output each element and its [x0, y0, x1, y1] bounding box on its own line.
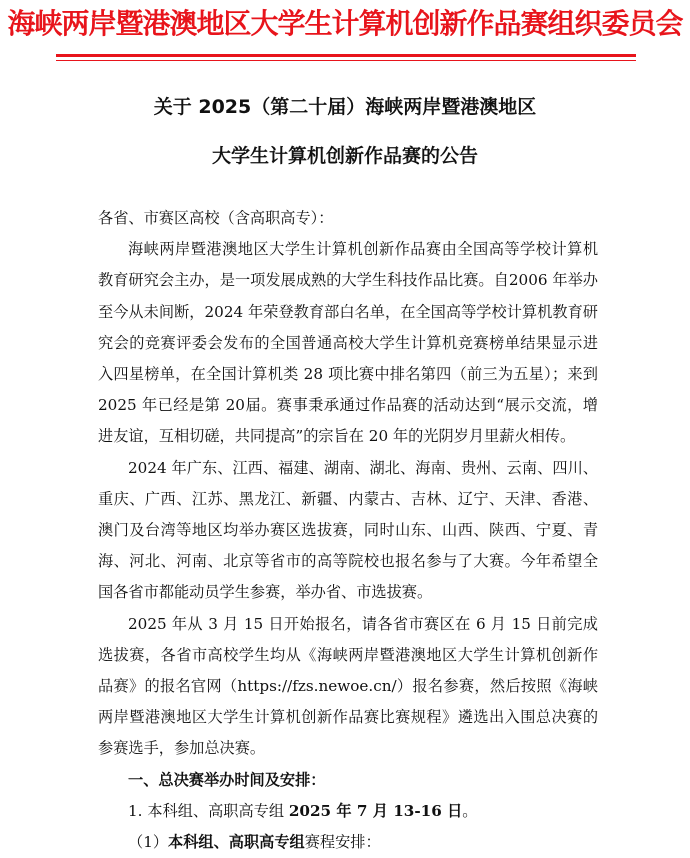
group-name: 本科组、高职高专组	[168, 833, 305, 852]
list-item-text: 赛程安排：	[304, 833, 381, 852]
finals-date: 2025 年 7 月 13-16 日	[288, 801, 463, 820]
letterhead-rule-thick	[56, 54, 636, 57]
list-item-number: （1）	[128, 833, 169, 852]
list-item-punctuation: 。	[462, 801, 478, 820]
paragraph-registration: 2025 年从 3 月 15 日开始报名，请各省市赛区在 6 月 15 日前完成选拔赛，各省市高校学生均从《海峡两岸暨港澳地区大学生计算机创新作品赛》的报名官网（https://fzs.newoe.cn/）报名参赛，然后按照《海峡两岸暨港澳地区大学生计算机创新作品赛比赛规程》遴选出入围总决赛的参赛选手，参加总决赛。	[98, 614, 598, 758]
notice-title-line-2: 大学生计算机创新作品赛的公告	[211, 145, 478, 167]
list-item-label: 1. 本科组、高职高专组	[128, 801, 289, 820]
letterhead	[0, 0, 690, 70]
letterhead-rule-thin	[56, 60, 636, 61]
notice-title-line-1: 关于 2025（第二十届）海峡两岸暨港澳地区	[153, 96, 537, 118]
paragraph-regions: 2024 年广东、江西、福建、湖南、湖北、海南、贵州、云南、四川、重庆、广西、江苏、黑龙江、新疆、内蒙古、吉林、辽宁、天津、香港、澳门及台湾等地区均举办赛区选拔赛，同时山东、山西、陕西、宁夏、青海、河北、河南、北京等省市的高等院校也报名参与了大赛。今年希望全国各省市都能动员学生参赛，举办省、市选拔赛。	[98, 458, 598, 602]
notice-body	[98, 203, 598, 858]
list-item-finals-date	[98, 796, 598, 827]
list-item-schedule	[98, 827, 598, 858]
paragraph-introduction: 海峡两岸暨港澳地区大学生计算机创新作品赛由全国高等学校计算机教育研究会主办，是一项发展成熟的大学生科技作品比赛。自2006 年举办至今从未间断，2024 年荣登教育部白名单，在全国高等学校计算机教育研究会的竞赛评委会发布的全国普通高校大学生计算机竞赛榜单结果显示进入四星榜单，在全国计算机类 28 项比赛中排名第四（前三为五星）；来到 2025 年已经是第 20届。赛事秉承通过作品赛的活动达到“展示交流，增进友谊，互相切磋，共同提高”的宗旨在 20 年的光阴岁月里薪火相传。	[98, 240, 598, 446]
section-heading-finals-schedule: 一、总决赛举办时间及安排：	[128, 770, 326, 789]
organization-name: 海峡两岸暨港澳地区大学生计算机创新作品赛组织委员会	[7, 7, 683, 40]
salutation: 各省、市赛区高校（含高职高专）：	[98, 209, 334, 227]
